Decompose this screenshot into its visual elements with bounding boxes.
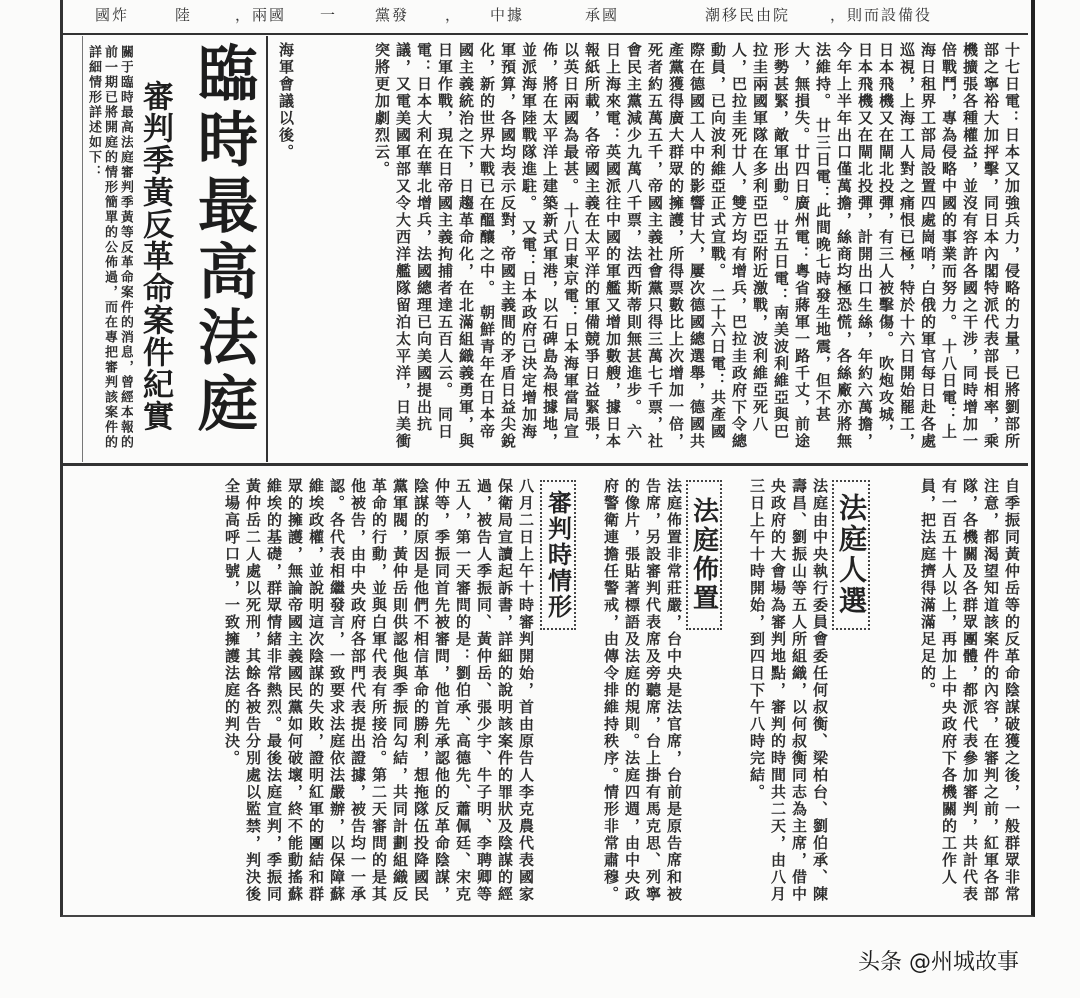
upper-lead-column: 海軍會議以後。 [277, 42, 295, 161]
top-strip-1: 國炸 [95, 6, 130, 24]
news-item: 六日上海來電：英國派往中國的軍艦又增加數艘，據日本報紙所載，各帝國主義在太平洋的軍備競爭日益緊張，以英日兩國為最甚。 [562, 42, 643, 450]
headline-intro: 關于臨時最高法庭審判季黃等反革命案件的消息，曾經本報的前一期已將開庭的情形簡單的公佈過，而在專把審判該案件的詳細情形詳述如下： [86, 45, 133, 450]
middle-divider [62, 463, 1028, 466]
watermark: 头条 @州城故事 [858, 950, 1019, 975]
news-item: 廿三日電：此間晚七時發生地震，但不甚大，無損失。廿四日廣州電：粵省蔣軍一路千丈，前途形勢甚緊，敵軍出動。 [772, 42, 832, 450]
news-item: 朝鮮青年在日本帝國主義統治之下，日趨革命化，在北滿組織義勇軍，與日軍作戰，現在日帝國主義拘捕者達五百人云。 [436, 42, 496, 450]
top-strip-4: 一 [320, 6, 338, 24]
news-item: 十八日電：上海日租界工部局設置四處崗哨，白俄的軍官每日赴各處巡視，上海工人對之痛恨已極，特於十六日開始罷工，日本飛機又在閘北投彈，有三人被擊傷。 [877, 42, 958, 450]
headline-left-divider [82, 36, 83, 462]
section-court-layout-text: 法庭佈置非常莊嚴，台中央是法官席，台前是原告席和被告席，另設審判代表席及旁聽席，台上掛有馬克思、列寧的像片，張貼著標語及法庭的規則。法庭四週，由中央政府警衛連擔任警戒，由傳令排維持秩序。情形非常肅穆。 [602, 478, 683, 903]
headline-subtitle: 審判季黃反革命案件紀實 [137, 80, 173, 432]
news-item: 二十六日電：共產國際在德國工人中的影響甘大，屢次德國總選舉，德國共產黨獲得廣大群眾的擁護，所得票數比上次增加一倍，死者約五萬五千，帝國主義社會黨只得三萬七千票，社會民主黨減少九萬八千票，法西斯蒂則無甚進步。 [625, 42, 727, 450]
news-item: 吹炮攻城，日本飛機又在閘北投彈，計開出口生絲，年約六萬擔，今年上半年出口僅萬擔，絲商均極恐慌，各絲廠亦將無法維持。 [814, 42, 895, 450]
top-strip-5: 黨發 [375, 6, 410, 24]
top-divider [62, 33, 1028, 35]
top-strip-6: ， [445, 6, 463, 24]
lower-intro: 自季振同黃仲岳等的反革命陰謀破獲之後，一般群眾非常注意，都渴望知道該案件的內容，在審判之前，紅軍各部隊，各機關及各群眾團體，都派代表參加審判，共計代表有一百五十人以上，再加上中央政府下各機關的工作人員，把法庭擠得滿滿足足的。 [919, 478, 1021, 903]
section-court-personnel-text: 法庭由中央執行委員會委任何叔衡、梁柏台、劉伯承、陳壽昌、劉振山等五人所組織，以何叔衡同志為主席，借中央政府的大會場為審判地點，審判的時間共二天，由八月三日上午十時開始，到四日下午八時完結。 [748, 478, 829, 903]
top-strip-9: 潮移民由院 [705, 6, 791, 24]
top-strip-10: ，則而設備役 [830, 6, 933, 24]
top-strip-8: 承國 [585, 6, 620, 24]
headline-title: 臨時最高法庭 [188, 42, 258, 438]
top-strip-3: ，兩國 [235, 6, 287, 24]
subhead-trial-proceedings: 審判時情形 [540, 480, 576, 630]
news-item: 同日電：日本大利在華北增兵，法國總理已向美國提出抗議，又電美國軍部又令大西洋艦隊留泊太平洋，日美衝突將更加劇烈云。 [373, 42, 454, 450]
subhead-court-personnel: 法庭人選 [832, 480, 870, 630]
top-strip-7: 中據 [490, 6, 525, 24]
news-item: 又電：日本政府已決定增加海軍預算，各國均表示反對，帝國主義間的矛盾日益尖銳化，新的世界大戰已在醞釀之中。 [478, 42, 538, 450]
news-item: 廿五日電：南美波利維亞與巴拉圭兩國軍隊在多利亞巴亞附近激戰，波利維亞死八人，巴拉圭死廿人，雙方均有增兵，巴拉圭政府下令總動員，已向波利維亞正式宣戰。 [709, 42, 790, 450]
top-strip-2: 陸 [175, 6, 193, 24]
headline-right-divider [266, 36, 268, 462]
section-trial-proceedings-text: 八月二日上午十時審判開始，首由原告人李克農代表國家保衛局宣讀起訴書，詳細的說明該案件的罪狀及陰謀的經過，被告人季振同、黃仲岳、張少宇、牛子明、李聘卿等五人，第一天審問的是：劉伯承、高德先、蕭佩廷、宋克仲等，季振同首先被審問，他首先承認他的反革命陰謀，陰謀的原因是他們不相信革命的勝利，想拖隊伍投降國民黨軍閥，黃仲岳則供認他與季振同勾結，共同計劃組織反革命的行動，並與白軍代表有所接洽。第二天審問的是其他被告，由中央政府各部門代表提出證據，被告均一一承認。各代表相繼發言，一致要求法庭依法嚴辦，以保障蘇維埃政權，並說明這次陰謀的失敗，證明紅軍的團結和群眾的擁護，無論帝國主義國民黨如何破壞，終不能動搖蘇維埃的基礎，群眾情緒非常熱烈。最後法庭宣判，季振同黃仲岳二人處以死刑，其餘各被告分別處以監禁，判決後全場高呼口號，一致擁護法庭的判決。 [223, 478, 535, 903]
subhead-court-layout: 法庭佈置 [686, 480, 722, 630]
news-item: 十八日東京電：日本海軍當局宣佈，將在太平洋上建築新式軍港，以石碑島為根據地，並派海軍陸戰隊進駐。 [520, 42, 580, 450]
upper-news-columns [300, 42, 1022, 456]
news-item: 十七日電：日本又加強兵力，侵略的力量，已將劉部所部之寧裕大加抨擊，同日本內閣特派代表部長相率，乘機擴張各種權益，並沒有容許各國之干涉，同時增加一倍戰鬥，專為侵略中國的事業而努力。 [940, 42, 1021, 450]
